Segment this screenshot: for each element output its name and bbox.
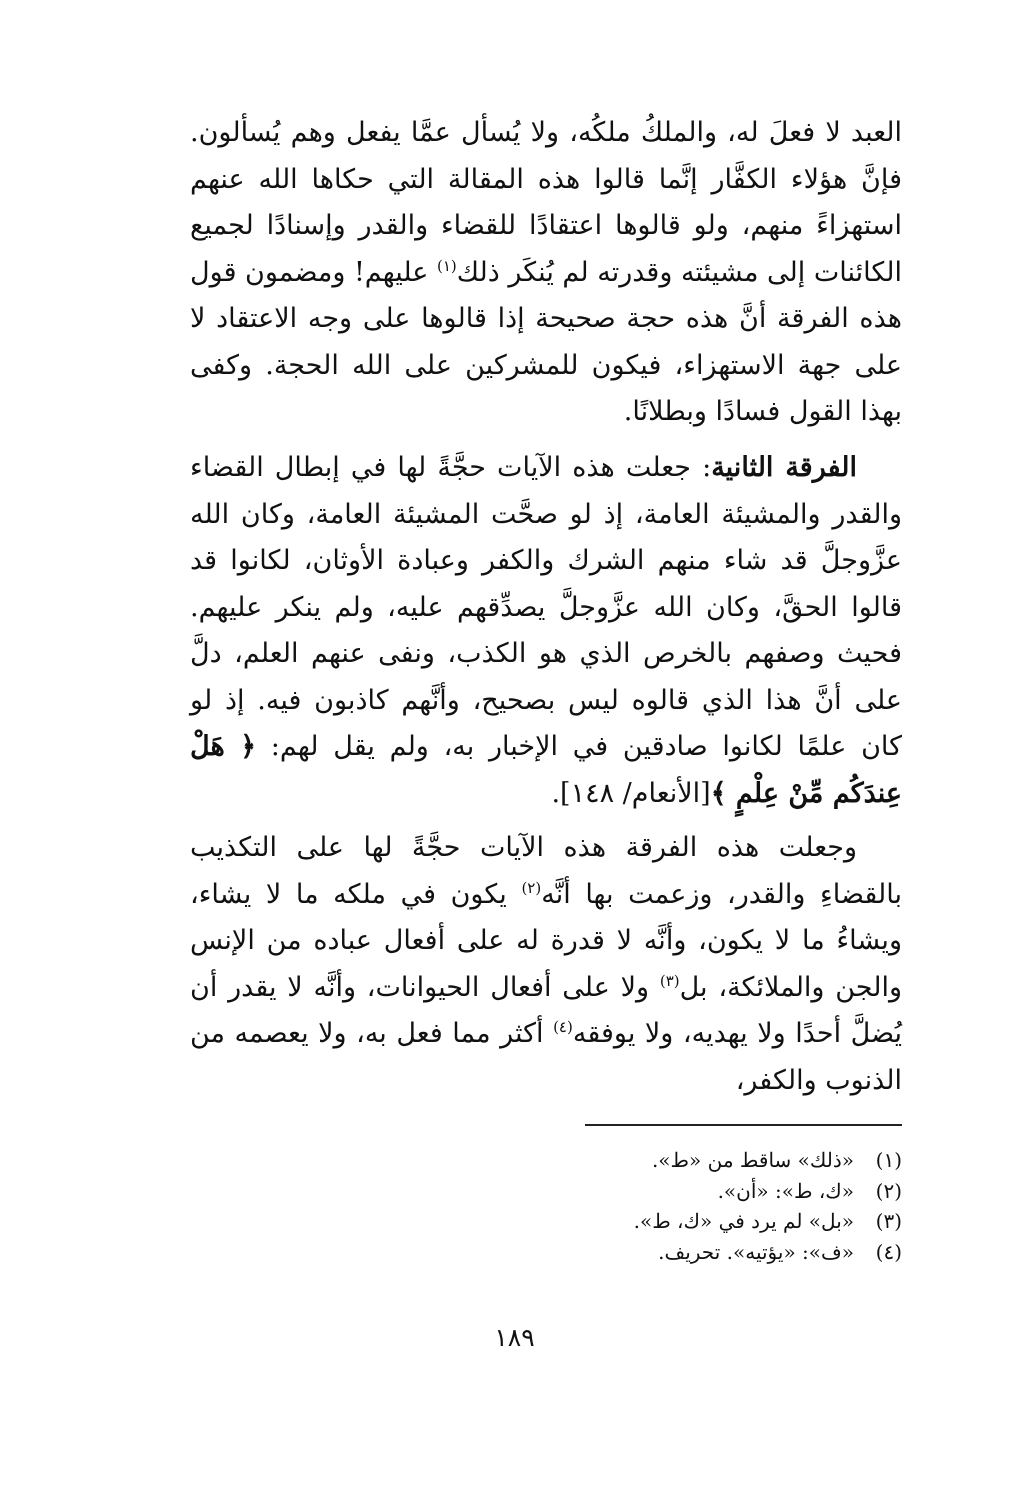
paragraph-2-text: : جعلت هذه الآيات حجَّةً لها في إبطال القضاء والقدر والمشيئة العامة، إذ لو صحَّت المشيئة العامة، وكان الله عزَّوجلَّ قد شاء منهم الشرك والكفر وعبادة الأوثان، لكانوا قد قالوا الحقَّ، وكان الله عزَّوجلَّ يصدِّقهم عليه، ولم ينكر عليهم. فحيث وصفهم بالخرص الذي هو الكذب، ونفى عنهم العلم، دلَّ على أنَّ هذا الذي قالوه ليس بصحيح، وأنَّهم كاذبون فيه. إذ لو كان علمًا لكانوا صادقين في الإخبار به، ولم يقل لهم: (190, 452, 902, 762)
footnotes (190, 1145, 902, 1267)
footnote-ref-1: (١) (437, 256, 457, 275)
section-heading-second-sect: الفرقة الثانية (711, 452, 857, 483)
paragraph-1 (190, 110, 902, 436)
footnote-number: (٣) (875, 1209, 902, 1233)
footnote-number: (٢) (875, 1178, 902, 1203)
paragraph-1-text-cont: عليهم! ومضمون قول هذه الفرقة أنَّ هذه حجة صحيحة إذا قالوها على وجه الاعتقاد لا على جهة الاستهزاء، فيكون للمشركين على الله الحجة. وكفى بهذا القول فسادًا وبطلانًا. (190, 256, 902, 427)
footnote-item (190, 1237, 902, 1268)
footnote-item (190, 1206, 902, 1237)
paragraph-3-text-3: ولا على أفعال الحيوانات، وأنَّه لا يقدر أن يُضلَّ أحدًا ولا يهديه، ولا يوفقه (190, 971, 902, 1049)
footnote-number: (١) (875, 1148, 902, 1172)
footnote-number: (٤) (875, 1239, 902, 1264)
paragraph-1-text: العبد لا فعلَ له، والملكُ ملكُه، ولا يُسأل عمَّا يفعل وهم يُسألون. فإنَّ هؤلاء الكفَّار إنَّما قالوا هذه المقالة التي حكاها الله عنهم استهزاءً منهم، ولو قالوها اعتقادًا للقضاء والقدر وإسنادًا لجميع الكائنات إلى مشيئته وقدرته لم يُنكَر ذلك (190, 117, 902, 288)
footnote-text: «ذلك» ساقط من «ط». (651, 1148, 854, 1172)
footnote-item (190, 1145, 902, 1176)
paragraph-3 (190, 825, 902, 1104)
page-number: ١٨٩ (494, 1323, 535, 1352)
footnote-divider (585, 1124, 902, 1126)
footnote-item (190, 1176, 902, 1207)
quran-citation: [الأنعام/ ١٤٨]. (551, 777, 711, 809)
footnote-text: «ك، ط»: «أن». (717, 1178, 854, 1203)
footnote-text: «بل» لم يرد في «ك، ط». (633, 1209, 854, 1233)
footnote-ref-2: (٢) (521, 878, 542, 897)
paragraph-3-text-4: أكثر مما فعل به، ولا يعصمه من الذنوب والكفر، (190, 1018, 902, 1096)
paragraph-2 (190, 445, 902, 817)
quran-verse: ﴿ هَلْ عِندَكُم مِّنْ عِلْمٍ ﴾ (190, 731, 902, 809)
footnote-text: «ف»: «يؤتيه». تحريف. (658, 1239, 854, 1264)
paragraph-3-text-2: يكون في ملكه ما لا يشاء، ويشاءُ ما لا يكون، وأنَّه لا قدرة له على أفعال عباده من الإنس والجن والملائكة، بل (190, 878, 902, 1003)
paragraph-3-text: وجعلت هذه الفرقة هذه الآيات حجَّةً لها على التكذيب بالقضاءِ والقدر، وزعمت بها أنَّه (190, 832, 902, 910)
footnote-ref-3: (٣) (659, 971, 680, 990)
footnote-ref-4: (٤) (553, 1018, 573, 1036)
